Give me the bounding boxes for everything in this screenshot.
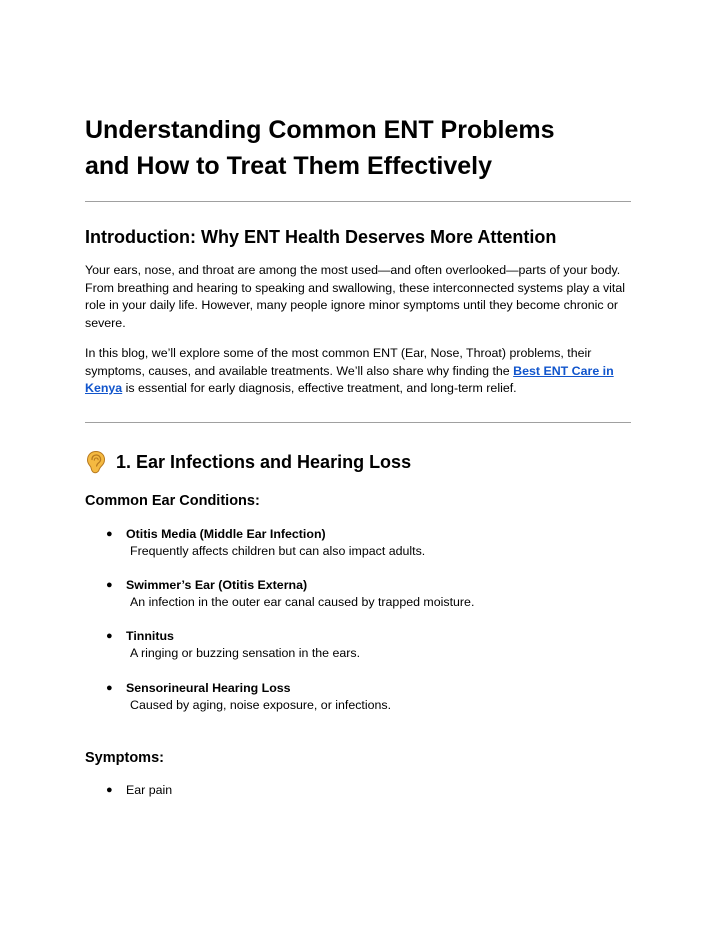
bullet-icon: ●	[106, 682, 113, 694]
title-line-1: Understanding Common ENT Problems	[85, 116, 555, 144]
bullet-icon: ●	[106, 579, 113, 591]
list-item-description: Caused by aging, noise exposure, or infections.	[130, 698, 392, 712]
horizontal-divider	[85, 201, 631, 202]
title-line-2: and How to Treat Them Effectively	[85, 152, 493, 180]
document-title	[85, 112, 633, 184]
symptom-text: Ear pain	[126, 783, 173, 797]
conditions-heading: Common Ear Conditions:	[85, 493, 260, 509]
bullet-icon: ●	[106, 630, 113, 642]
ear-icon	[85, 450, 107, 474]
list-item-title: Sensorineural Hearing Loss	[126, 681, 291, 695]
list-item-description: Frequently affects children but can also impact adults.	[130, 544, 426, 558]
list-item-title: Tinnitus	[126, 629, 174, 643]
section-heading-ear	[85, 450, 411, 474]
intro-paragraph-2-text-end: is essential for early diagnosis, effective treatment, and long-term relief.	[122, 381, 517, 395]
intro-paragraph-1: Your ears, nose, and throat are among the most used—and often overlooked—parts of your body. From breathing and hearing to speaking and swallowing, these interconnected systems play a vital role in your daily life. However, many people ignore minor symptoms until they become chronic or severe.	[85, 263, 625, 330]
best-ent-care-link[interactable]: Best ENT Care in Kenya	[85, 363, 614, 395]
bullet-icon: ●	[106, 528, 113, 540]
list-item-description: An infection in the outer ear canal caused by trapped moisture.	[130, 595, 475, 609]
intro-heading: Introduction: Why ENT Health Deserves More Attention	[85, 227, 557, 247]
intro-paragraph-2-text-start: In this blog, we’ll explore some of the most common ENT (Ear, Nose, Throat) problems, their symptoms, causes, and available treatments. We’ll also share why finding the	[85, 346, 592, 378]
list-item-title: Swimmer’s Ear (Otitis Externa)	[126, 578, 308, 592]
intro-paragraph-2	[85, 345, 633, 398]
bullet-icon: ●	[106, 784, 113, 796]
list-item-description: A ringing or buzzing sensation in the ears.	[130, 646, 361, 660]
horizontal-divider	[85, 422, 631, 423]
list-item-title: Otitis Media (Middle Ear Infection)	[126, 527, 326, 541]
section-heading-ear-text: 1. Ear Infections and Hearing Loss	[116, 452, 412, 472]
symptoms-heading: Symptoms:	[85, 750, 164, 766]
